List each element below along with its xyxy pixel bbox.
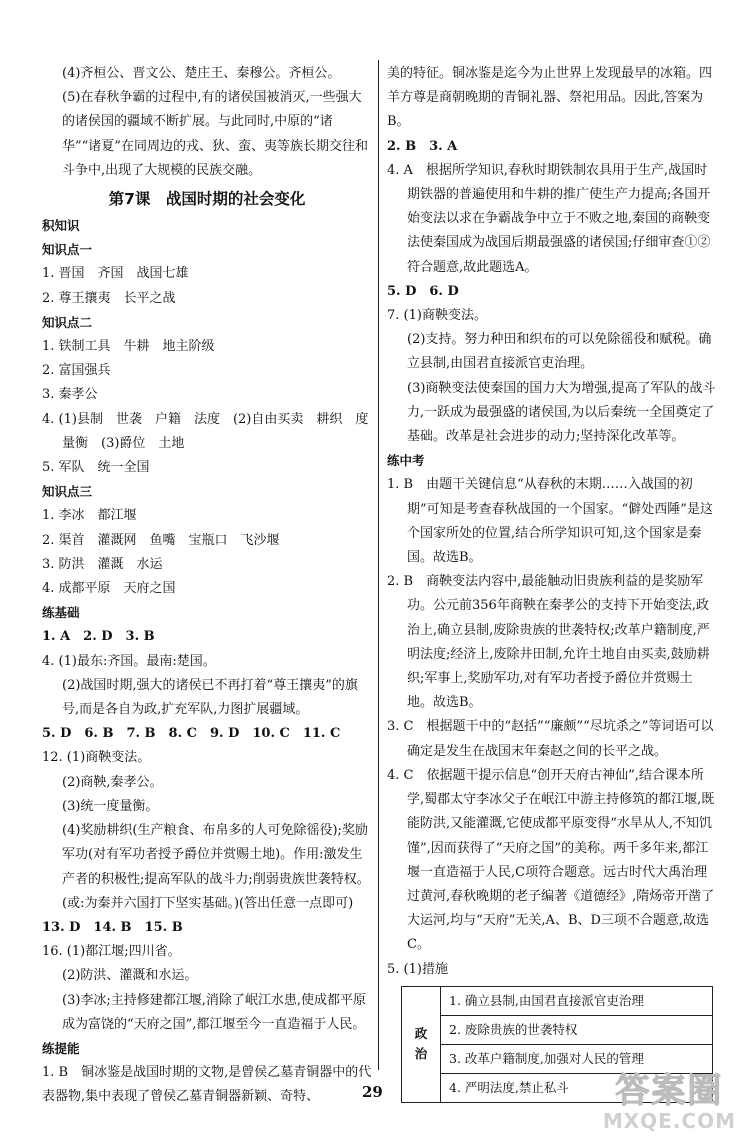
- table-cell: 1. 确立县制,由国君直接派官吏治理: [441, 986, 713, 1015]
- answer-item: 5. D 6. B 7. B 8. C 9. D 10. C 11. C: [42, 726, 341, 742]
- answer-item: (3)李冰;主持修建都江堰,消除了岷江水患,使成都平原成为富饶的“天府之国”,都江堰至今一直造福于人民。: [62, 992, 367, 1032]
- table-cell: 4. 严明法度,禁止私斗: [441, 1073, 713, 1102]
- answer-item: 5. (1)措施: [387, 961, 448, 977]
- subsection-heading: 知识点一: [42, 242, 93, 258]
- answer-item: (2)战国时期,强大的诸侯已不再打着“尊王攘夷”的旗号,而是各自为政,扩充军队,力图扩展疆域。: [62, 677, 358, 718]
- right-column: [387, 62, 717, 1103]
- answer-item: (2)防洪、灌溉和水运。: [62, 968, 198, 984]
- answer-item: 2. B 商鞅变法内容中,最能触动旧贵族利益的是奖励军功。公元前356年商鞅在秦孝公的支持下开始变法,政治上,确立县制,废除贵族的世袭特权;改革户籍制度,严明法度;经济上,废除井田制,允许土地自由买卖,鼓励耕织;军事上,奖励军功,对有军功者授予爵位并赏赐土地。故选B。: [387, 574, 710, 711]
- answer-item: 1. 李冰 都江堰: [42, 508, 137, 524]
- watermark-logo: 答案圈: [615, 1071, 724, 1111]
- section-heading: 练提能: [42, 1040, 80, 1056]
- watermark-url: MXQE.COM: [602, 1109, 736, 1133]
- section-heading: 练中考: [387, 453, 425, 469]
- answer-item: 1. B 铜冰鉴是战国时期的文物,是曾侯乙墓青铜器中的代表器物,集中表现了曾侯乙墓青铜器新颖、奇特、: [42, 1065, 372, 1105]
- answer-item: 4. (1)最东:齐国。最南:楚国。: [42, 653, 216, 669]
- answer-item: 1. B 由题干关键信息“从春秋的末期……入战国的初期”可知是考查春秋战国的一个国家。“僻处西陲”是这个国家所处的位置,结合所学知识可知,这个国家是秦国。故选B。: [387, 477, 713, 566]
- lesson-title: 第7课 战国时期的社会变化: [108, 190, 306, 209]
- answer-item: 3. 防洪 灌溉 水运: [42, 556, 163, 572]
- answer-item: 2. B 3. A: [387, 138, 458, 154]
- answer-item: 4. C 依据题干提示信息“创开天府古神仙”,结合课本所学,蜀郡太守李冰父子在岷江中游主持修筑的都江堰,既能防洪,又能灌溉,它使成都平原变得“水旱从人,不知饥馑”,因而获得了“天府之国”的美称。两千多年来,都江堰一直造福于人民,C项符合题意。远古时代大禹治理过黄河,春秋晚期的老子编著《道德经》,隋炀帝开凿了大运河,均与“天府”无关,A、B、D三项不合题意,故选C。: [387, 767, 715, 953]
- table-cell: 2. 废除贵族的世袭特权: [441, 1015, 713, 1044]
- answer-item: 12. (1)商鞅变法。: [42, 750, 151, 766]
- table-cell: 3. 改革户籍制度,加强对人民的管理: [441, 1044, 713, 1073]
- answer-text: 美的特征。铜冰鉴是迄今为止世界上发现最早的冰箱。四羊方尊是商朝晚期的青铜礼器、祭祀用品。因此,答案为B。: [387, 66, 713, 130]
- answer-item: 1. 晋国 齐国 战国七雄: [42, 266, 189, 282]
- answer-item: 13. D 14. B 15. B: [42, 919, 183, 935]
- answer-item: 1. 铁制工具 牛耕 地主阶级: [42, 339, 215, 355]
- section-heading: 积知识: [42, 218, 80, 234]
- answer-item: 7. (1)商鞅变法。: [387, 308, 487, 324]
- answer-item: 4. 成都平原 天府之国: [42, 581, 176, 597]
- answer-item: 1. A 2. D 3. B: [42, 629, 155, 645]
- answer-item: (2)支持。努力种田和织布的可以免除徭役和赋税。确立县制,由国君直接派官吏治理。: [407, 332, 712, 372]
- section-heading: 练基础: [42, 605, 80, 621]
- answer-item: 3. 秦孝公: [42, 387, 98, 403]
- answer-item: 3. C 根据题干中的“赵括”“廉颇”“尽坑杀之”等词语可以确定是发生在战国末年秦赵之间的长平之战。: [387, 719, 714, 759]
- answer-text: (5)在春秋争霸的过程中,有的诸侯国被消灭,一些强大的诸侯国的疆域不断扩展。与此同时,中原的“诸华”“诸夏”在同周边的戎、狄、蛮、夷等族长期交往和斗争中,出现了大规模的民族交融。: [62, 90, 368, 178]
- answer-item: 16. (1)都江堰;四川省。: [42, 944, 181, 960]
- answer-item: 2. 富国强兵: [42, 363, 111, 379]
- subsection-heading: 知识点二: [42, 314, 93, 330]
- table-row: [402, 986, 713, 1015]
- subsection-heading: 知识点三: [42, 484, 93, 500]
- watermark: [603, 1073, 736, 1133]
- left-column: [42, 62, 372, 1110]
- answer-item: 5. D 6. D: [387, 283, 459, 299]
- answer-item: 4. A 根据所学知识,春秋时期铁制农具用于生产,战国时期铁器的普遍使用和牛耕的推广使生产力提高;各国开始变法以求在争霸战争中立于不败之地,秦国的商鞅变法使秦国成为战国后期最强盛的诸侯国;仔细审查①②符合题意,故此题选A。: [387, 162, 711, 275]
- column-divider: [378, 60, 379, 1070]
- answer-item: 5. 军队 统一全国: [42, 460, 150, 476]
- answer-item: (4)奖励耕织(生产粮食、布帛多的人可免除徭役);奖励军功(对有军功者授予爵位并赏赐土地)。作用:激发生产者的积极性;提高军队的战斗力;削弱贵族世袭特权。(或:为秦并六国打下坚实基础。)(答出任意一点即可): [62, 823, 370, 911]
- table-header-cell: 政治: [402, 986, 441, 1102]
- answer-item: 2. 尊王攘夷 长平之战: [42, 290, 176, 306]
- answer-item: (3)商鞅变法使秦国的国力大为增强,提高了军队的战斗力,一跃成为最强盛的诸侯国,为以后秦统一全国奠定了基础。改革是社会进步的动力;坚持深化改革等。: [407, 380, 716, 445]
- answer-item: 4. (1)县制 世袭 户籍 法度 (2)自由买卖 耕织 度量衡 (3)爵位 土地: [42, 411, 369, 451]
- page-number: 29: [362, 1083, 383, 1101]
- table-row: [402, 1015, 713, 1044]
- answer-item: (2)商鞅,秦孝公。: [62, 774, 163, 790]
- answer-item: (3)统一度量衡。: [62, 798, 159, 814]
- answer-item: 2. 渠首 灌溉网 鱼嘴 宝瓶口 飞沙堰: [42, 532, 280, 548]
- table-row: [402, 1044, 713, 1073]
- answer-text: (4)齐桓公、晋文公、楚庄王、秦穆公。齐桓公。: [62, 66, 341, 81]
